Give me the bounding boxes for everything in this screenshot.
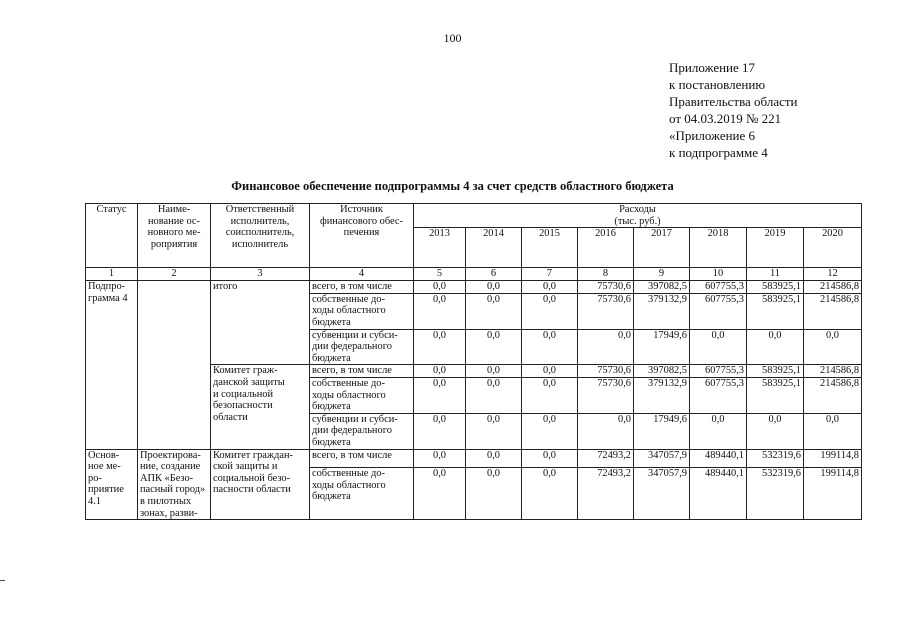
value-cell: 214586,8	[804, 281, 862, 294]
header-executor: Ответственный исполнитель, соисполнитель, исполнитель	[211, 204, 310, 268]
value-cell: 347057,9	[634, 467, 690, 519]
value-cell: 607755,3	[690, 377, 747, 413]
value-cell: 214586,8	[804, 365, 862, 378]
source-cell: собственные до- ходы областного бюджета	[310, 467, 414, 519]
value-cell: 75730,6	[578, 377, 634, 413]
value-cell: 0,0	[522, 293, 578, 329]
header-source: Источник финансового обес- печения	[310, 204, 414, 268]
annex-line: к постановлению	[669, 77, 766, 92]
value-cell: 0,0	[466, 281, 522, 294]
value-cell: 607755,3	[690, 293, 747, 329]
header-year: 2018	[690, 228, 747, 268]
value-cell: 0,0	[804, 413, 862, 449]
column-index-row	[86, 268, 862, 281]
value-cell: 72493,2	[578, 467, 634, 519]
value-cell: 0,0	[466, 413, 522, 449]
value-cell: 0,0	[522, 467, 578, 519]
executor-cell: итого	[211, 281, 310, 365]
value-cell: 0,0	[747, 413, 804, 449]
source-cell: субвенции и субси- дии федерального бюджета	[310, 413, 414, 449]
column-index: 2	[138, 268, 211, 281]
value-cell: 0,0	[522, 413, 578, 449]
value-cell: 0,0	[747, 329, 804, 365]
value-cell: 532319,6	[747, 467, 804, 519]
value-cell: 17949,6	[634, 413, 690, 449]
annex-line: Приложение 17	[669, 60, 756, 75]
value-cell: 347057,9	[634, 449, 690, 467]
value-cell: 0,0	[522, 329, 578, 365]
measure-name-cell	[138, 281, 211, 449]
edge-mark	[0, 580, 5, 581]
source-cell: всего, в том числе	[310, 365, 414, 378]
table-row	[86, 449, 862, 467]
value-cell: 379132,9	[634, 377, 690, 413]
source-cell: всего, в том числе	[310, 281, 414, 294]
value-cell: 199114,8	[804, 467, 862, 519]
value-cell: 75730,6	[578, 365, 634, 378]
value-cell: 0,0	[414, 467, 466, 519]
value-cell: 583925,1	[747, 293, 804, 329]
column-index: 4	[310, 268, 414, 281]
value-cell: 0,0	[804, 329, 862, 365]
value-cell: 0,0	[414, 281, 466, 294]
header-status: Статус	[86, 204, 138, 268]
value-cell: 0,0	[466, 377, 522, 413]
header-year: 2013	[414, 228, 466, 268]
header-year: 2015	[522, 228, 578, 268]
column-index: 1	[86, 268, 138, 281]
value-cell: 75730,6	[578, 281, 634, 294]
executor-cell: Комитет граждан- ской защиты и социальной безо- пасности области	[211, 449, 310, 520]
value-cell: 0,0	[414, 413, 466, 449]
measure-name-cell: Проектирова- ние, создание АПК «Безо- пасный город» в пилотных зонах, разви-	[138, 449, 211, 520]
annex-line: к подпрограмме 4	[669, 145, 768, 160]
value-cell: 607755,3	[690, 365, 747, 378]
source-cell: собственные до- ходы областного бюджета	[310, 377, 414, 413]
column-index: 10	[690, 268, 747, 281]
value-cell: 379132,9	[634, 293, 690, 329]
value-cell: 0,0	[690, 329, 747, 365]
column-index: 11	[747, 268, 804, 281]
column-index: 5	[414, 268, 466, 281]
value-cell: 0,0	[414, 377, 466, 413]
annex-block	[669, 59, 798, 161]
value-cell: 0,0	[466, 449, 522, 467]
column-index: 8	[578, 268, 634, 281]
value-cell: 0,0	[414, 293, 466, 329]
header-expenses: Расходы (тыс. руб.)	[414, 204, 862, 228]
value-cell: 214586,8	[804, 293, 862, 329]
column-index: 3	[211, 268, 310, 281]
value-cell: 397082,5	[634, 365, 690, 378]
header-year: 2017	[634, 228, 690, 268]
value-cell: 0,0	[522, 281, 578, 294]
header-name: Наиме- нование ос- новного ме- роприятия	[138, 204, 211, 268]
value-cell: 607755,3	[690, 281, 747, 294]
table-row	[86, 281, 862, 294]
value-cell: 0,0	[522, 449, 578, 467]
value-cell: 0,0	[690, 413, 747, 449]
source-cell: субвенции и субси- дии федерального бюджета	[310, 329, 414, 365]
value-cell: 583925,1	[747, 365, 804, 378]
value-cell: 397082,5	[634, 281, 690, 294]
column-index: 9	[634, 268, 690, 281]
budget-table	[85, 203, 862, 520]
column-index: 12	[804, 268, 862, 281]
header-year: 2016	[578, 228, 634, 268]
value-cell: 72493,2	[578, 449, 634, 467]
value-cell: 0,0	[466, 293, 522, 329]
value-cell: 0,0	[522, 365, 578, 378]
value-cell: 75730,6	[578, 293, 634, 329]
value-cell: 532319,6	[747, 449, 804, 467]
source-cell: всего, в том числе	[310, 449, 414, 467]
header-year: 2019	[747, 228, 804, 268]
value-cell: 0,0	[414, 365, 466, 378]
column-index: 7	[522, 268, 578, 281]
annex-line: Правительства области	[669, 94, 798, 109]
status-cell: Основ- ное ме- ро- приятие 4.1	[86, 449, 138, 520]
header-year: 2014	[466, 228, 522, 268]
column-index: 6	[466, 268, 522, 281]
value-cell: 583925,1	[747, 377, 804, 413]
executor-cell: Комитет граж- данской защиты и социальной безопасности области	[211, 365, 310, 449]
value-cell: 0,0	[466, 365, 522, 378]
value-cell: 0,0	[414, 329, 466, 365]
annex-line: «Приложение 6	[669, 128, 756, 143]
document-title: Финансовое обеспечение подпрограммы 4 за счет средств областного бюджета	[231, 179, 674, 193]
value-cell: 489440,1	[690, 467, 747, 519]
table-body	[86, 281, 862, 520]
value-cell: 199114,8	[804, 449, 862, 467]
value-cell: 583925,1	[747, 281, 804, 294]
value-cell: 0,0	[578, 329, 634, 365]
table-header	[86, 204, 862, 281]
header-year: 2020	[804, 228, 862, 268]
value-cell: 0,0	[414, 449, 466, 467]
status-cell: Подпро- грамма 4	[86, 281, 138, 449]
page-number: 100	[443, 31, 462, 45]
value-cell: 214586,8	[804, 377, 862, 413]
value-cell: 0,0	[522, 377, 578, 413]
value-cell: 0,0	[466, 467, 522, 519]
value-cell: 489440,1	[690, 449, 747, 467]
value-cell: 0,0	[466, 329, 522, 365]
annex-line: от 04.03.2019 № 221	[669, 111, 782, 126]
source-cell: собственные до- ходы областного бюджета	[310, 293, 414, 329]
value-cell: 17949,6	[634, 329, 690, 365]
value-cell: 0,0	[578, 413, 634, 449]
